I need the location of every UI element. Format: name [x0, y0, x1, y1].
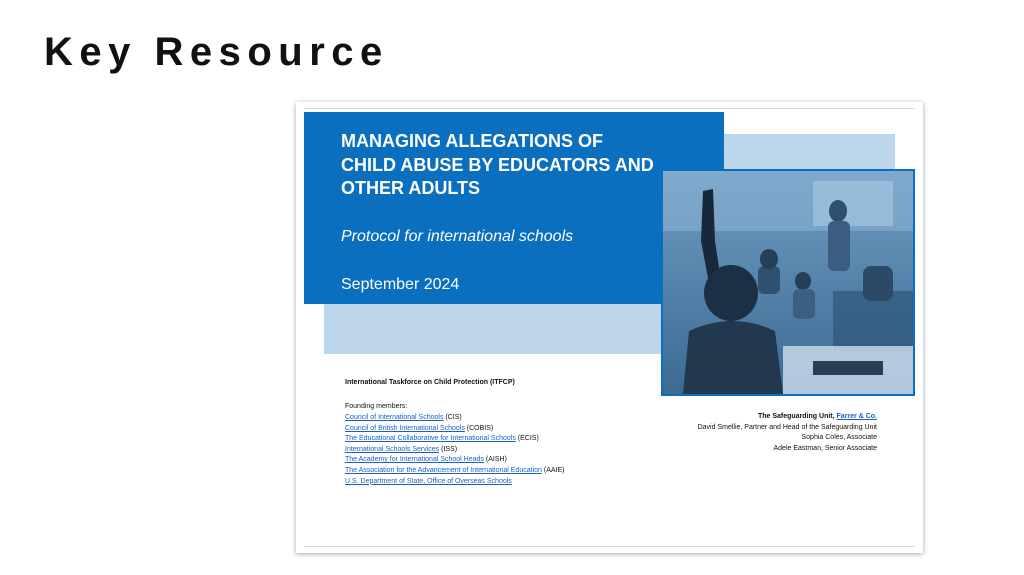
list-item: [345, 434, 564, 445]
member-link[interactable]: International Schools Services: [345, 445, 440, 453]
list-item: [345, 455, 564, 466]
taskforce-heading: International Taskforce on Child Protection (ITFCP): [345, 379, 515, 386]
classroom-photo-icon: [663, 171, 913, 394]
bottom-rule: [304, 546, 915, 547]
list-item: [345, 424, 564, 435]
member-link[interactable]: The Educational Collaborative for International Schools: [345, 435, 516, 443]
member-link[interactable]: Council of British International Schools: [345, 424, 465, 432]
list-item: [345, 445, 564, 456]
list-item: [345, 477, 564, 488]
unit-name: The Safeguarding Unit,: [757, 413, 835, 420]
person-line: Sophia Coles, Associate: [801, 434, 877, 442]
list-item: [345, 413, 564, 424]
top-rule: [304, 108, 915, 109]
cover-title: MANAGING ALLEGATIONS OF CHILD ABUSE BY EDUCATORS AND OTHER ADULTS: [341, 131, 654, 198]
list-item: [345, 466, 564, 477]
member-link[interactable]: Council of International Schools: [345, 414, 444, 421]
founding-members-list: [345, 413, 564, 487]
safeguarding-unit-block: [698, 412, 877, 454]
person-line: Adele Eastman, Senior Associate: [773, 444, 877, 452]
cover-subtitle: Protocol for international schools: [341, 228, 574, 245]
accent-band-right: [724, 134, 895, 169]
document-page: [296, 102, 923, 553]
member-abbreviation: (ISS): [441, 445, 458, 453]
accent-band-left: [324, 304, 664, 354]
member-abbreviation: (AISH): [485, 456, 507, 464]
classroom-photo: [661, 169, 915, 396]
member-link[interactable]: The Association for the Advancement of International Education: [345, 466, 542, 474]
member-link[interactable]: U.S. Department of State, Office of Overseas Schools: [345, 477, 512, 485]
firm-link[interactable]: Farrer & Co.: [836, 413, 877, 420]
member-abbreviation: (COBIS): [466, 424, 494, 432]
person-line: David Smellie, Partner and Head of the Safeguarding Unit: [697, 423, 877, 431]
member-abbreviation: (ECIS): [517, 435, 539, 443]
cover-date: September 2024: [341, 276, 460, 293]
member-abbreviation: (CIS): [445, 414, 462, 421]
safeguarding-unit-heading: [698, 412, 877, 423]
founding-members-label: Founding members:: [345, 403, 408, 410]
member-link[interactable]: The Academy for International School Heads: [345, 456, 484, 464]
slide-title: Key Resource: [44, 30, 389, 74]
member-abbreviation: (AAIE): [543, 466, 565, 474]
